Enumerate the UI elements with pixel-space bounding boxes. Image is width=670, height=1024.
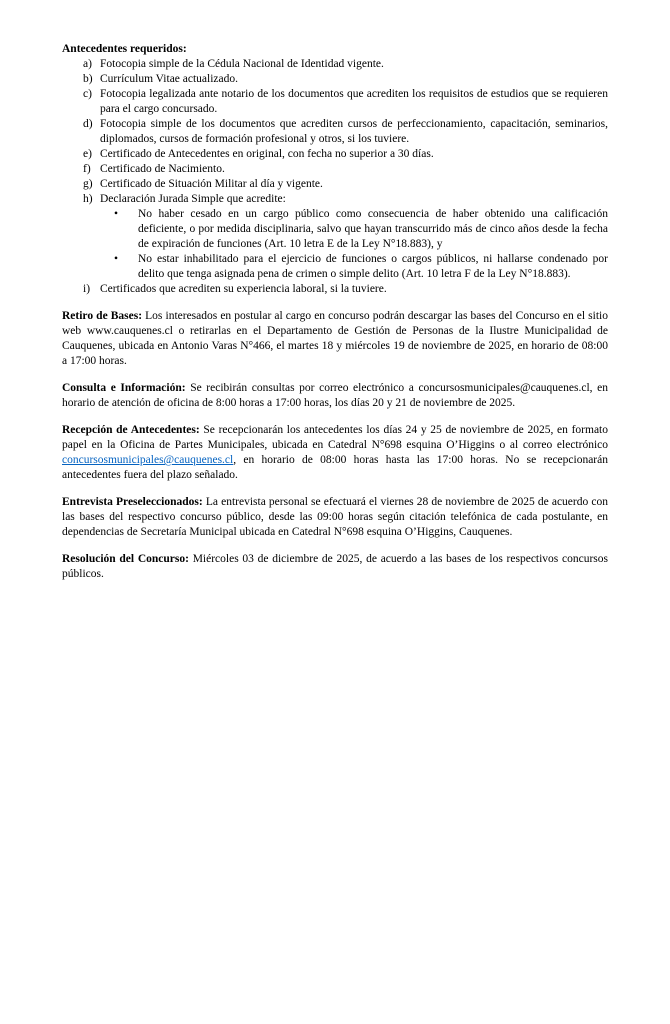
- paragraph-recepcion-antecedentes: [62, 423, 608, 483]
- paragraph-text: Se recibirán consultas por correo electrónico a concursosmunicipales@cauquenes.cl, en horario de atención de oficina de 8:00 horas a 17:00 horas, los días 20 y 21 de noviembre de 2025.: [62, 382, 608, 409]
- list-marker: i): [83, 283, 91, 295]
- list-item-text: Certificado de Nacimiento.: [100, 163, 225, 175]
- list-item-d: [62, 117, 608, 147]
- paragraph-label: Retiro de Bases:: [62, 310, 143, 322]
- list-marker: g): [83, 178, 93, 190]
- paragraph-label: Entrevista Preseleccionados:: [62, 496, 203, 508]
- list-item-text: Fotocopia simple de los documentos que acrediten cursos de perfeccionamiento, capacitación, seminarios, diplomados, cursos de formación profesional y otros, si los tuviere.: [100, 118, 608, 145]
- list-marker: c): [83, 88, 92, 100]
- list-item-text: Certificado de Antecedentes en original, con fecha no superior a 30 días.: [100, 148, 434, 160]
- list-item-i: [62, 282, 608, 297]
- paragraph-text: La entrevista personal se efectuará el viernes 28 de noviembre de 2025 de acuerdo con las bases del respectivo concurso público, desde las 09:00 horas según citación telefónica de cada postulante, en dependencias de Secretaría Municipal ubicada en Catedral N°698 esquina O’Higgins, Cauquenes.: [62, 496, 608, 538]
- section-heading-antecedentes: Antecedentes requeridos:: [62, 43, 187, 55]
- bullet-icon: •: [114, 253, 119, 265]
- list-item-text: Certificado de Situación Militar al día y vigente.: [100, 178, 323, 190]
- paragraph-label: Resolución del Concurso:: [62, 553, 189, 565]
- list-item-text: Fotocopia simple de la Cédula Nacional de Identidad vigente.: [100, 58, 384, 70]
- list-item-a: [62, 57, 608, 72]
- list-item-text: Fotocopia legalizada ante notario de los documentos que acrediten los requisitos de estudios que se requieren para el cargo concursado.: [100, 88, 608, 115]
- paragraph-text: Los interesados en postular al cargo en concurso podrán descargar las bases del Concurso en el sitio web www.cauquenes.cl o retirarlas en el Departamento de Gestión de Personas de la Ilustre Municipalidad de Cauquenes, ubicada en Antonio Varas N°466, el martes 18 y miércoles 19 de noviembre de 2025, en horario de 08:00 a 17:00 horas.: [62, 310, 608, 367]
- bullet-text: No estar inhabilitado para el ejercicio de funciones o cargos públicos, ni hallarse condenado por delito que tenga asignada pena de crimen o simple delito (Art. 10 letra F de la Ley N°18.883).: [138, 253, 608, 280]
- paragraph-resolucion-concurso: [62, 552, 608, 582]
- list-item-g: [62, 177, 608, 192]
- paragraph-label: Recepción de Antecedentes:: [62, 424, 200, 436]
- paragraph-label: Consulta e Información:: [62, 382, 186, 394]
- paragraph-entrevista-preseleccionados: [62, 495, 608, 540]
- list-item-h: [62, 192, 608, 207]
- list-marker: a): [83, 58, 92, 70]
- paragraph-text: , en horario de 08:00 horas hasta las 17:00 horas. No se recepcionarán antecedentes fuera del plazo señalado.: [62, 454, 608, 481]
- list-item-c: [62, 87, 608, 117]
- list-marker: h): [83, 193, 93, 205]
- list-item-e: [62, 147, 608, 162]
- list-marker: e): [83, 148, 92, 160]
- list-item-text: Certificados que acrediten su experiencia laboral, si la tuviere.: [100, 283, 387, 295]
- paragraph-text: Se recepcionarán los antecedentes los días 24 y 25 de noviembre de 2025, en formato papel en la Oficina de Partes Municipales, ubicada en Catedral N°698 esquina O’Higgins o al correo electrónico: [62, 424, 609, 451]
- sub-bullet-1: [62, 207, 608, 252]
- paragraph-consulta-informacion: [62, 381, 608, 411]
- list-item-b: [62, 72, 608, 87]
- sub-bullet-2: [62, 252, 608, 282]
- list-marker: d): [83, 118, 93, 130]
- bullet-text: No haber cesado en un cargo público como consecuencia de haber obtenido una calificación deficiente, o por medida disciplinaria, salvo que hayan transcurrido más de cinco años desde la fecha de expiración de funciones (Art. 10 letra E de la Ley N°18.883), y: [138, 208, 608, 250]
- paragraph-text: Miércoles 03 de diciembre de 2025, de acuerdo a las bases de los respectivos concursos públicos.: [62, 553, 609, 580]
- paragraph-retiro-de-bases: [62, 309, 608, 369]
- list-item-text: Currículum Vitae actualizado.: [100, 73, 239, 85]
- list-marker: f): [83, 163, 91, 175]
- email-link[interactable]: concursosmunicipales@cauquenes.cl: [62, 454, 234, 466]
- list-item-f: [62, 162, 608, 177]
- bullet-icon: •: [114, 208, 119, 220]
- list-marker: b): [83, 73, 93, 85]
- list-item-text: Declaración Jurada Simple que acredite:: [100, 193, 286, 205]
